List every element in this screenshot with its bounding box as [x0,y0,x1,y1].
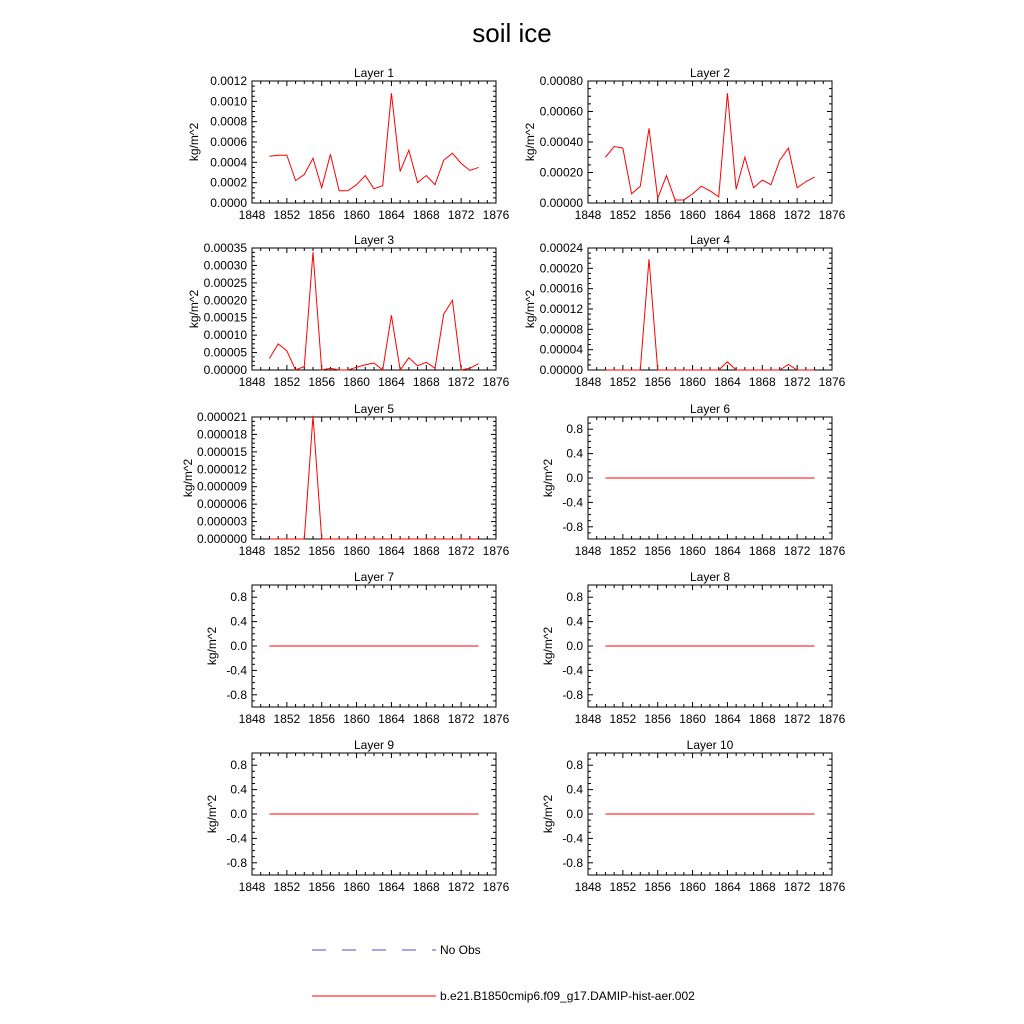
panel-layer-1 [187,66,510,222]
x-tick-label: 1848 [238,880,266,894]
y-axis-label: kg/m^2 [523,122,537,162]
x-tick-label: 1872 [447,208,475,222]
panel-title: Layer 8 [689,570,731,584]
y-axis-label: kg/m^2 [541,458,555,498]
plot-frame [252,417,496,539]
y-tick-label: 0.0008 [210,114,247,129]
x-tick-label: 1852 [273,208,301,222]
x-tick-label: 1868 [748,712,776,726]
plot-frame [588,81,832,203]
x-tick-label: 1872 [447,375,475,389]
x-tick-label: 1860 [343,208,370,222]
x-tick-label: 1852 [273,880,301,894]
x-tick-label: 1848 [574,208,602,222]
x-tick-label: 1860 [343,880,370,894]
panel-title: Layer 10 [686,738,734,752]
y-axis-label: kg/m^2 [205,794,219,834]
y-tick-label: 0.00024 [539,241,583,255]
x-tick-label: 1856 [644,880,672,894]
y-tick-label: -0.4 [226,663,247,678]
panel-title: Layer 9 [353,738,395,752]
x-tick-label: 1872 [447,544,475,558]
y-tick-label: 0.00030 [203,258,247,273]
y-tick-label: 0.4 [230,614,247,629]
x-tick-label: 1864 [378,712,405,726]
x-tick-label: 1868 [748,544,776,558]
x-tick-label: 1860 [679,712,706,726]
x-tick-label: 1876 [482,375,510,389]
y-tick-label: 0.0 [230,639,247,653]
y-tick-label: 0.0000 [210,196,247,210]
x-tick-label: 1856 [308,880,336,894]
panel-layer-9 [205,738,510,894]
x-tick-label: 1852 [609,208,637,222]
y-axis-label: kg/m^2 [523,289,537,329]
x-tick-label: 1860 [343,712,370,726]
y-tick-label: -0.4 [562,495,583,510]
y-axis-label: kg/m^2 [187,122,201,162]
x-tick-label: 1872 [447,880,475,894]
y-tick-label: -0.8 [562,687,583,702]
x-tick-label: 1868 [412,375,440,389]
series-line-model [269,252,478,370]
y-tick-label: 0.4 [566,782,583,797]
x-tick-label: 1876 [818,375,846,389]
y-tick-label: -0.8 [226,687,247,702]
y-tick-label: 0.000015 [196,444,247,459]
x-tick-label: 1848 [574,544,602,558]
y-tick-label: 0.00035 [203,241,247,255]
x-tick-label: 1864 [714,375,741,389]
x-tick-label: 1876 [482,544,510,558]
x-tick-label: 1876 [482,712,510,726]
x-tick-label: 1868 [412,208,440,222]
x-tick-label: 1860 [679,208,706,222]
panel-layer-3 [187,233,510,389]
x-tick-label: 1860 [343,544,370,558]
x-tick-label: 1848 [238,375,266,389]
x-tick-label: 1876 [818,880,846,894]
panel-title: Layer 7 [353,570,395,584]
y-tick-label: 0.000018 [196,427,247,442]
y-tick-label: 0.4 [230,782,247,797]
y-axis-label: kg/m^2 [181,458,195,498]
panels-group [181,66,846,894]
y-tick-label: 0.00004 [539,342,583,357]
series-line-model [269,93,478,191]
legend-label-model: b.e21.B1850cmip6.f09_g17.DAMIP-hist-aer.002 [440,989,695,1003]
y-tick-label: -0.8 [226,855,247,870]
y-tick-label: 0.00080 [539,74,583,88]
panel-title: Layer 4 [689,233,731,247]
panel-layer-6 [541,402,846,558]
y-tick-label: -0.4 [226,831,247,846]
x-tick-label: 1872 [783,375,811,389]
x-tick-label: 1864 [378,544,405,558]
y-tick-label: 0.00008 [539,322,583,337]
y-tick-label: 0.000009 [196,479,247,494]
x-tick-label: 1868 [412,712,440,726]
y-axis-label: kg/m^2 [187,289,201,329]
y-tick-label: 0.0012 [210,74,247,88]
y-tick-label: 0.00005 [203,345,247,360]
x-tick-label: 1864 [714,544,741,558]
x-tick-label: 1860 [343,375,370,389]
x-tick-label: 1876 [482,208,510,222]
x-tick-label: 1852 [609,375,637,389]
y-tick-label: -0.8 [562,855,583,870]
series-line-model [269,416,478,539]
y-tick-label: 0.000000 [196,532,247,546]
x-tick-label: 1856 [644,375,672,389]
y-tick-label: 0.4 [566,614,583,629]
y-tick-label: 0.00040 [539,135,583,149]
y-tick-label: 0.00020 [203,293,247,308]
y-tick-label: -0.8 [562,519,583,534]
x-tick-label: 1848 [574,375,602,389]
x-tick-label: 1848 [238,544,266,558]
series-line-model [605,93,814,200]
x-tick-label: 1860 [679,880,706,894]
panel-title: Layer 3 [353,233,395,247]
y-tick-label: 0.00000 [539,196,583,210]
y-tick-label: 0.0010 [210,94,247,109]
x-tick-label: 1860 [679,375,706,389]
x-tick-label: 1860 [679,544,706,558]
legend-label-no-obs: No Obs [440,943,481,957]
x-tick-label: 1872 [783,880,811,894]
panel-layer-5 [181,402,510,558]
x-tick-label: 1864 [714,880,741,894]
y-tick-label: 0.0 [230,807,247,821]
y-tick-label: 0.00010 [203,328,247,343]
y-axis-label: kg/m^2 [205,626,219,666]
x-tick-label: 1868 [748,880,776,894]
plot-frame [252,81,496,203]
x-tick-label: 1852 [609,880,637,894]
x-tick-label: 1848 [238,208,266,222]
y-tick-label: 0.0004 [210,155,247,170]
y-tick-label: 0.00020 [539,261,583,276]
x-tick-label: 1864 [378,880,405,894]
x-tick-label: 1864 [378,208,405,222]
panel-title: Layer 2 [689,66,731,80]
x-tick-label: 1876 [818,544,846,558]
y-tick-label: 0.000021 [196,410,247,424]
y-tick-label: 0.00020 [539,165,583,180]
y-tick-label: 0.0 [566,807,583,821]
panel-layer-2 [523,66,846,222]
plot-frame [588,248,832,370]
x-tick-label: 1852 [273,544,301,558]
y-tick-label: 0.00016 [539,281,583,296]
x-tick-label: 1856 [308,375,336,389]
panel-layer-4 [523,233,846,389]
x-tick-label: 1872 [783,544,811,558]
panel-title: Layer 5 [353,402,395,416]
panel-layer-7 [205,570,510,726]
x-tick-label: 1876 [482,880,510,894]
x-tick-label: 1856 [308,712,336,726]
y-tick-label: 0.00060 [539,104,583,119]
y-tick-label: -0.4 [562,831,583,846]
y-tick-label: 0.8 [230,758,247,773]
y-axis-label: kg/m^2 [541,626,555,666]
x-tick-label: 1852 [273,375,301,389]
x-tick-label: 1864 [714,208,741,222]
series-line-model [605,259,814,370]
y-tick-label: 0.00000 [539,363,583,377]
x-tick-label: 1848 [574,712,602,726]
y-tick-label: 0.4 [566,446,583,461]
plot-frame [252,248,496,370]
x-tick-label: 1852 [273,712,301,726]
y-tick-label: 0.0002 [210,175,247,190]
x-tick-label: 1856 [644,208,672,222]
y-tick-label: -0.4 [562,663,583,678]
x-tick-label: 1864 [378,375,405,389]
y-tick-label: 0.000006 [196,497,247,512]
panel-title: Layer 6 [689,402,731,416]
x-tick-label: 1872 [783,712,811,726]
y-tick-label: 0.0 [566,639,583,653]
figure-title: soil ice [472,18,552,48]
y-tick-label: 0.8 [566,590,583,605]
y-tick-label: 0.0 [566,471,583,485]
x-tick-label: 1856 [308,208,336,222]
y-axis-label: kg/m^2 [541,794,555,834]
x-tick-label: 1856 [644,544,672,558]
legend [312,943,695,1003]
x-tick-label: 1852 [609,712,637,726]
x-tick-label: 1876 [818,712,846,726]
x-tick-label: 1876 [818,208,846,222]
x-tick-label: 1868 [748,375,776,389]
y-tick-label: 0.00025 [203,275,247,290]
y-tick-label: 0.00015 [203,310,247,325]
x-tick-label: 1872 [783,208,811,222]
y-tick-label: 0.000012 [196,462,247,477]
y-tick-label: 0.8 [566,422,583,437]
x-tick-label: 1868 [412,544,440,558]
x-tick-label: 1848 [574,880,602,894]
y-tick-label: 0.8 [230,590,247,605]
y-tick-label: 0.8 [566,758,583,773]
y-tick-label: 0.00000 [203,363,247,377]
x-tick-label: 1864 [714,712,741,726]
panel-layer-8 [541,570,846,726]
x-tick-label: 1848 [238,712,266,726]
x-tick-label: 1852 [609,544,637,558]
x-tick-label: 1868 [412,880,440,894]
x-tick-label: 1856 [308,544,336,558]
y-tick-label: 0.00012 [539,302,583,316]
x-tick-label: 1856 [644,712,672,726]
panel-layer-10 [541,738,846,894]
panel-title: Layer 1 [353,66,395,80]
x-tick-label: 1868 [748,208,776,222]
y-tick-label: 0.000003 [196,514,247,529]
x-tick-label: 1872 [447,712,475,726]
y-tick-label: 0.0006 [210,135,247,149]
